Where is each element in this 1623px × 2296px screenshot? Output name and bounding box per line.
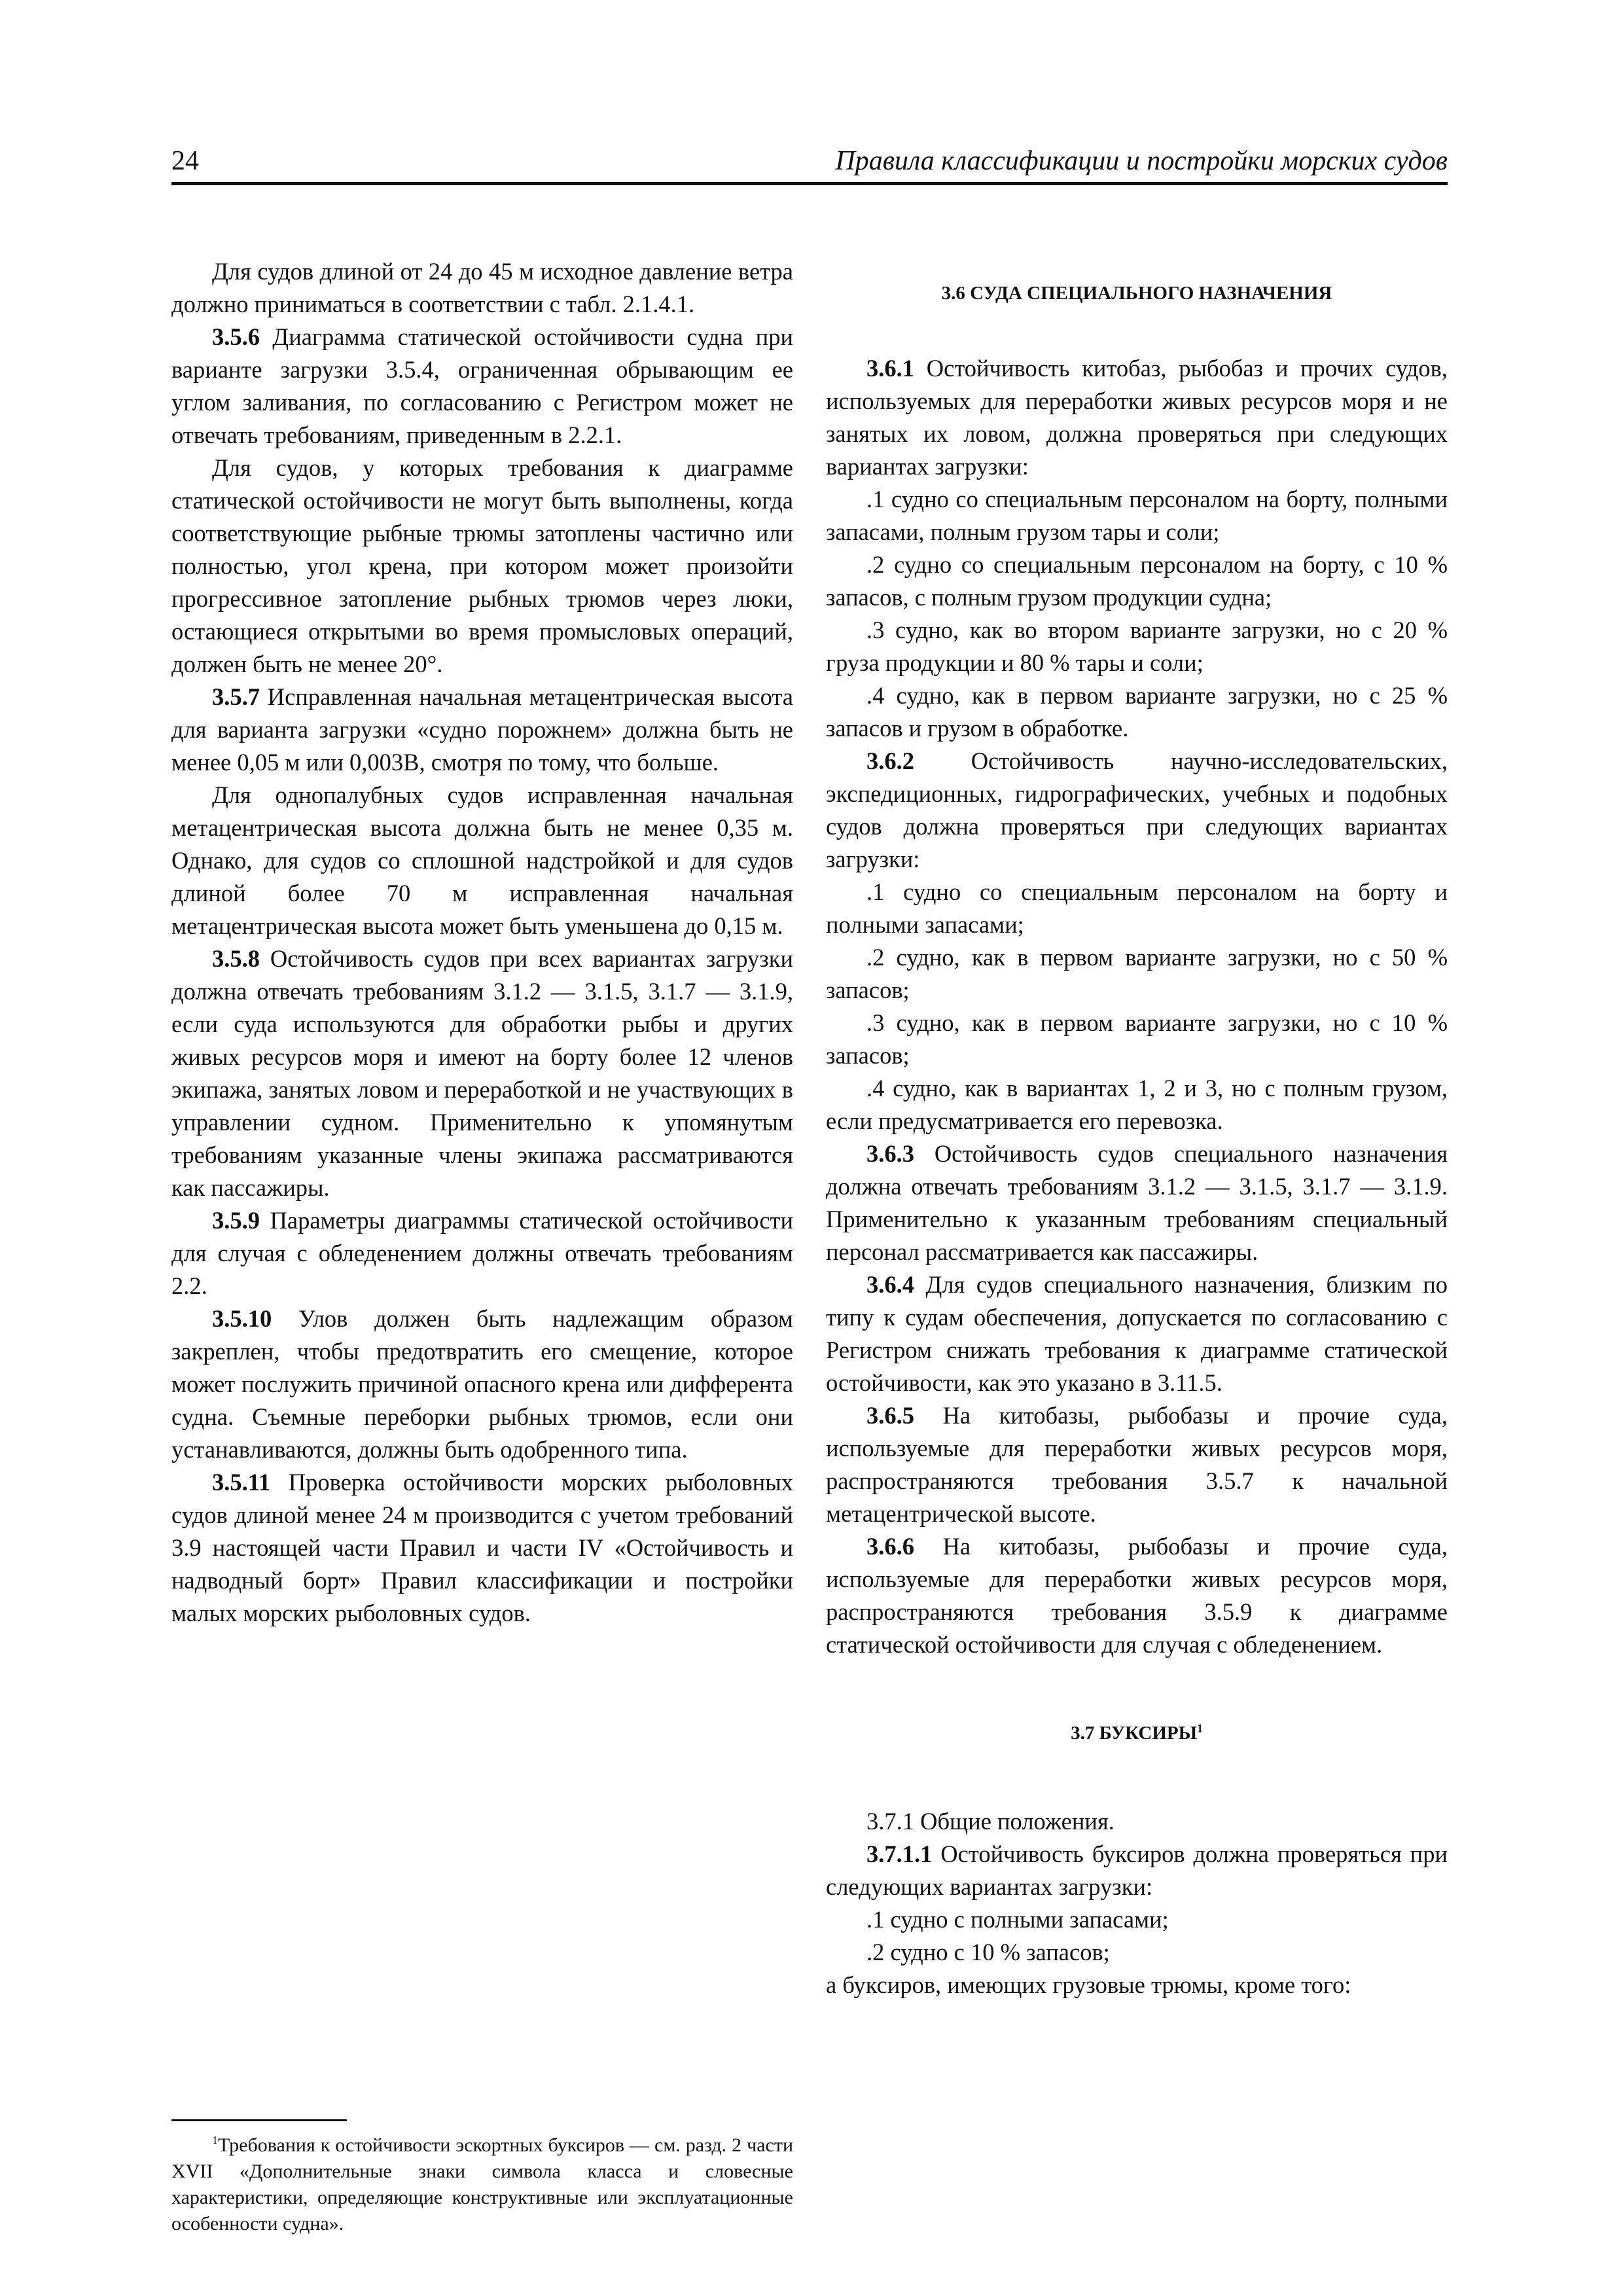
clause-number: 3.6.6 (866, 1533, 914, 1560)
paragraph: 3.5.10 Улов должен быть надлежащим образом закреплен, чтобы предотвратить его смещение, которое может послужить причиной опасного крена или дифферента судна. Съемные переборки рыбных трюмов, если они устанавливаются, должны быть одобренного типа. (171, 1305, 793, 1463)
clause-number: 3.6.2 (866, 747, 914, 774)
paragraph: Для судов, у которых требования к диаграмме статической остойчивости не могут быть выполнены, когда соответствующие рыбные трюмы затоплены частично или полностью, угол крена, при котором может произойти прогрессивное затопление рыбных трюмов через люки, остающиеся открытыми во время промысловых операций, должен быть не менее 20°. (171, 454, 793, 677)
clause-number: 3.5.6 (212, 323, 260, 350)
paragraph: 3.5.9 Параметры диаграммы статической остойчивости для случая с обледенением должны отвечать требованиям 2.2. (171, 1207, 793, 1299)
clause-number: 3.6.5 (866, 1402, 914, 1429)
paragraph: Для однопалубных судов исправленная начальная метацентрическая высота должна быть не менее 0,35 м. Однако, для судов со сплошной надстройкой и для судов длиной более 70 м исправленная начальная метацентрическая высота может быть уменьшена до 0,15 м. (171, 781, 793, 939)
list-item: .1 судно со специальным персоналом на борту и полными запасами; (826, 878, 1448, 938)
running-title: Правила классификации и постройки морских судов (835, 146, 1448, 176)
list-item: .2 судно с 10 % запасов; (866, 1939, 1110, 1965)
page-number: 24 (171, 146, 199, 176)
paragraph: 3.5.6 Диаграмма статической остойчивости судна при варианте загрузки 3.5.4, ограниченная обрывающим ее углом заливания, по согласованию с Регистром может не отвечать требованиям, приведенным в 2.2.1. (171, 323, 793, 448)
paragraph: 3.7.1.1 Остойчивость буксиров должна проверяться при следующих вариантах загрузки: (826, 1840, 1448, 1900)
paragraph: Для судов длиной от 24 до 45 м исходное давление ветра должно приниматься в соответствии с табл. 2.1.4.1. (171, 258, 793, 317)
right-column (826, 255, 1448, 2001)
footnote (171, 2132, 793, 2237)
page-header (171, 145, 1448, 185)
list-item: .4 судно, как в первом варианте загрузки, но с 25 % запасов и грузом в обработке. (826, 682, 1448, 742)
paragraph: 3.6.5 На китобазы, рыбобазы и прочие суда, используемые для переработки живых ресурсов моря, распространяются требования 3.5.7 к начальной метацентрической высоте. (826, 1402, 1448, 1527)
clause-number: 3.6.3 (866, 1140, 914, 1167)
list-item: .1 судно с полными запасами; (866, 1906, 1169, 1933)
list-item: .2 судно, как в первом варианте загрузки, но с 50 % запасов; (826, 944, 1448, 1003)
list-item: .3 судно, как в первом варианте загрузки, но с 10 % запасов; (826, 1009, 1448, 1069)
section-heading: 3.6 СУДА СПЕЦИАЛЬНОГО НАЗНАЧЕНИЯ (941, 283, 1332, 304)
paragraph: 3.5.7 Исправленная начальная метацентрическая высота для варианта загрузки «судно порожнем» должна быть не менее 0,05 м или 0,003B, смотря по тому, что больше. (171, 683, 793, 776)
list-item: .2 судно со специальным персоналом на борту, с 10 % запасов, с полным грузом продукции судна; (826, 551, 1448, 611)
clause-number: 3.7.1.1 (866, 1840, 933, 1867)
clause-number: 3.5.8 (212, 945, 260, 972)
paragraph: а буксиров, имеющих грузовые трюмы, кроме того: (826, 1971, 1351, 1998)
clause-number: 3.6.4 (866, 1271, 914, 1298)
paragraph: 3.6.1 Остойчивость китобаз, рыбобаз и прочих судов, используемых для переработки живых ресурсов моря и не занятых их ловом, должна проверяться при следующих вариантах загрузки: (826, 355, 1448, 480)
paragraph: 3.6.4 Для судов специального назначения, близким по типу к судам обеспечения, допускается по согласованию с Регистром снижать требования к диаграмме статической остойчивости, как это указано в 3.11.5. (826, 1271, 1448, 1396)
clause-number: 3.5.9 (212, 1207, 260, 1234)
footnote-text: Требования к остойчивости эскортных буксиров — см. разд. 2 части XVII «Дополнительные знаки символа класса и словесные характеристики, определяющие конструктивные или эксплуатационные особенности судна». (171, 2134, 793, 2234)
clause-number: 3.5.11 (212, 1469, 271, 1496)
clause-number: 3.6.1 (866, 355, 914, 382)
footnote-rule (171, 2119, 347, 2121)
clause-number: 3.5.10 (212, 1305, 272, 1332)
paragraph: 3.5.8 Остойчивость судов при всех вариантах загрузки должна отвечать требованиям 3.1.2 — 3.1.5, 3.1.7 — 3.1.9, если суда используются для обработки рыбы и других живых ресурсов моря и имеют на борту более 12 членов экипажа, занятых ловом и переработкой и не участвующих в управлении судном. Применительно к упомянутым требованиям указанные члены экипажа рассматриваются как пассажиры. (171, 945, 793, 1201)
list-item: .1 судно со специальным персоналом на борту, полными запасами, полным грузом тары и соли; (826, 486, 1448, 545)
left-column (171, 255, 793, 1630)
clause-number: 3.5.7 (212, 683, 260, 710)
footnote-marker: 1 (212, 2134, 218, 2147)
paragraph: 3.7.1 Общие положения. (866, 1808, 1115, 1835)
footnote-marker: 1 (1197, 1721, 1203, 1735)
list-item: .4 судно, как в вариантах 1, 2 и 3, но с полным грузом, если предусматривается его перевозка. (826, 1075, 1448, 1134)
section-heading: 3.7 БУКСИРЫ$^1$ (1071, 1721, 1203, 1744)
paragraph: 3.6.2 Остойчивость научно-исследовательских, экспедиционных, гидрографических, учебных и подобных судов должна проверяться при следующих вариантах загрузки: (826, 747, 1448, 872)
paragraph: 3.5.11 Проверка остойчивости морских рыболовных судов длиной менее 24 м производится с учетом требований 3.9 настоящей части Правил и части IV «Остойчивость и надводный борт» Правил классификации и постройки малых морских рыболовных судов. (171, 1469, 793, 1626)
paragraph: 3.6.3 Остойчивость судов специального назначения должна отвечать требованиям 3.1.2 — 3.1.5, 3.1.7 — 3.1.9. Применительно к указанным требованиям специальный персонал рассматривается как пассажиры. (826, 1140, 1448, 1265)
paragraph: 3.6.6 На китобазы, рыбобазы и прочие суда, используемые для переработки живых ресурсов моря, распространяются требования 3.5.9 к диаграмме статической остойчивости для случая с обледенением. (826, 1533, 1448, 1658)
list-item: .3 судно, как во втором варианте загрузки, но с 20 % груза продукции и 80 % тары и соли; (826, 617, 1448, 676)
